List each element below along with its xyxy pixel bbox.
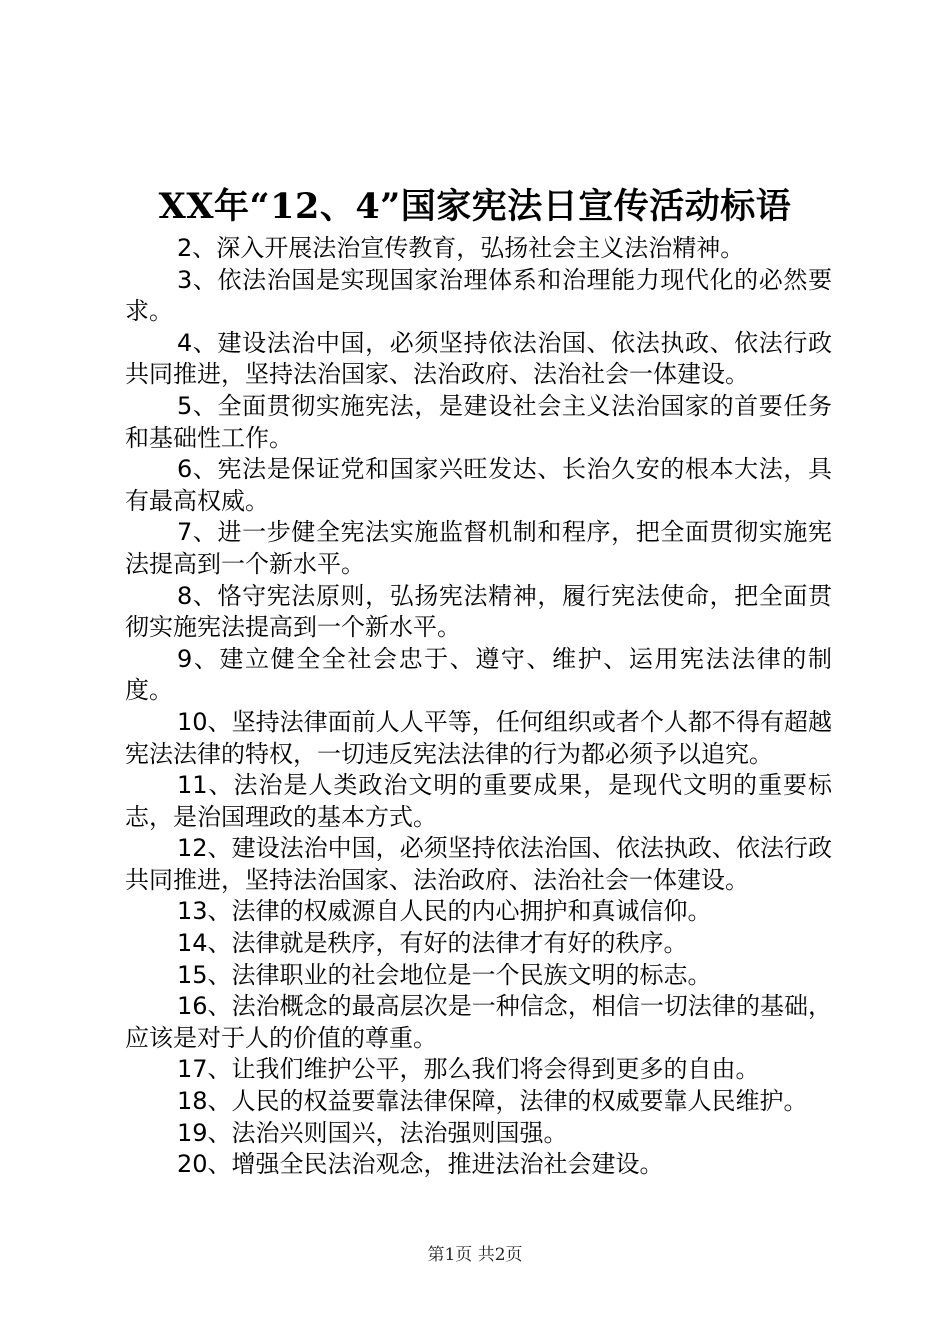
document-title: XX年“12、4”国家宪法日宣传活动标语: [158, 186, 792, 227]
paragraph: 10、坚持法律面前人人平等，任何组织或者个人都不得有超越宪法法律的特权，一切违反宪法法律的行为都必须予以追究。: [125, 707, 832, 768]
document-body: [125, 233, 832, 1181]
paragraph: 18、人民的权益要靠法律保障，法律的权威要靠人民维护。: [177, 1087, 808, 1116]
paragraph: 17、让我们维护公平，那么我们将会得到更多的自由。: [177, 1055, 760, 1084]
paragraph: 4、建设法治中国，必须坚持依法治国、依法执政、依法行政共同推进，坚持法治国家、法治政府、法治社会一体建设。: [125, 328, 832, 389]
paragraph: 6、宪法是保证党和国家兴旺发达、长治久安的根本大法，具有最高权威。: [125, 455, 832, 515]
paragraph: 9、建立健全全社会忠于、遵守、维护、运用宪法法律的制度。: [125, 644, 832, 705]
paragraph: 11、法治是人类政治文明的重要成果，是现代文明的重要标志，是治国理政的基本方式。: [125, 771, 832, 831]
paragraph: 20、增强全民法治观念，推进法治社会建设。: [177, 1150, 664, 1179]
paragraph: 8、恪守宪法原则，弘扬宪法精神，履行宪法使命，把全面贯彻实施宪法提高到一个新水平。: [125, 581, 832, 642]
paragraph: 5、全面贯彻实施宪法，是建设社会主义法治国家的首要任务和基础性工作。: [125, 391, 832, 452]
page-footer: 第1页 共2页: [427, 1245, 523, 1265]
paragraph: 2、深入开展法治宣传教育，弘扬社会主义法治精神。: [177, 234, 745, 262]
paragraph: 15、法律职业的社会地位是一个民族文明的标志。: [177, 960, 712, 989]
paragraph: 14、法律就是秩序，有好的法律才有好的秩序。: [177, 929, 688, 958]
paragraph: 12、建设法治中国，必须坚持依法治国、依法执政、依法行政共同推进，坚持法治国家、法治政府、法治社会一体建设。: [125, 834, 832, 894]
paragraph: 7、进一步健全宪法实施监督机制和程序，把全面贯彻实施宪法提高到一个新水平。: [125, 518, 832, 578]
paragraph: 13、法律的权威源自人民的内心拥护和真诚信仰。: [177, 897, 712, 926]
paragraph: 3、依法治国是实现国家治理体系和治理能力现代化的必然要求。: [125, 265, 832, 326]
paragraph: 19、法治兴则国兴，法治强则国强。: [177, 1118, 568, 1147]
paragraph: 16、法治概念的最高层次是一种信念，相信一切法律的基础，应该是对于人的价值的尊重。: [125, 992, 832, 1052]
